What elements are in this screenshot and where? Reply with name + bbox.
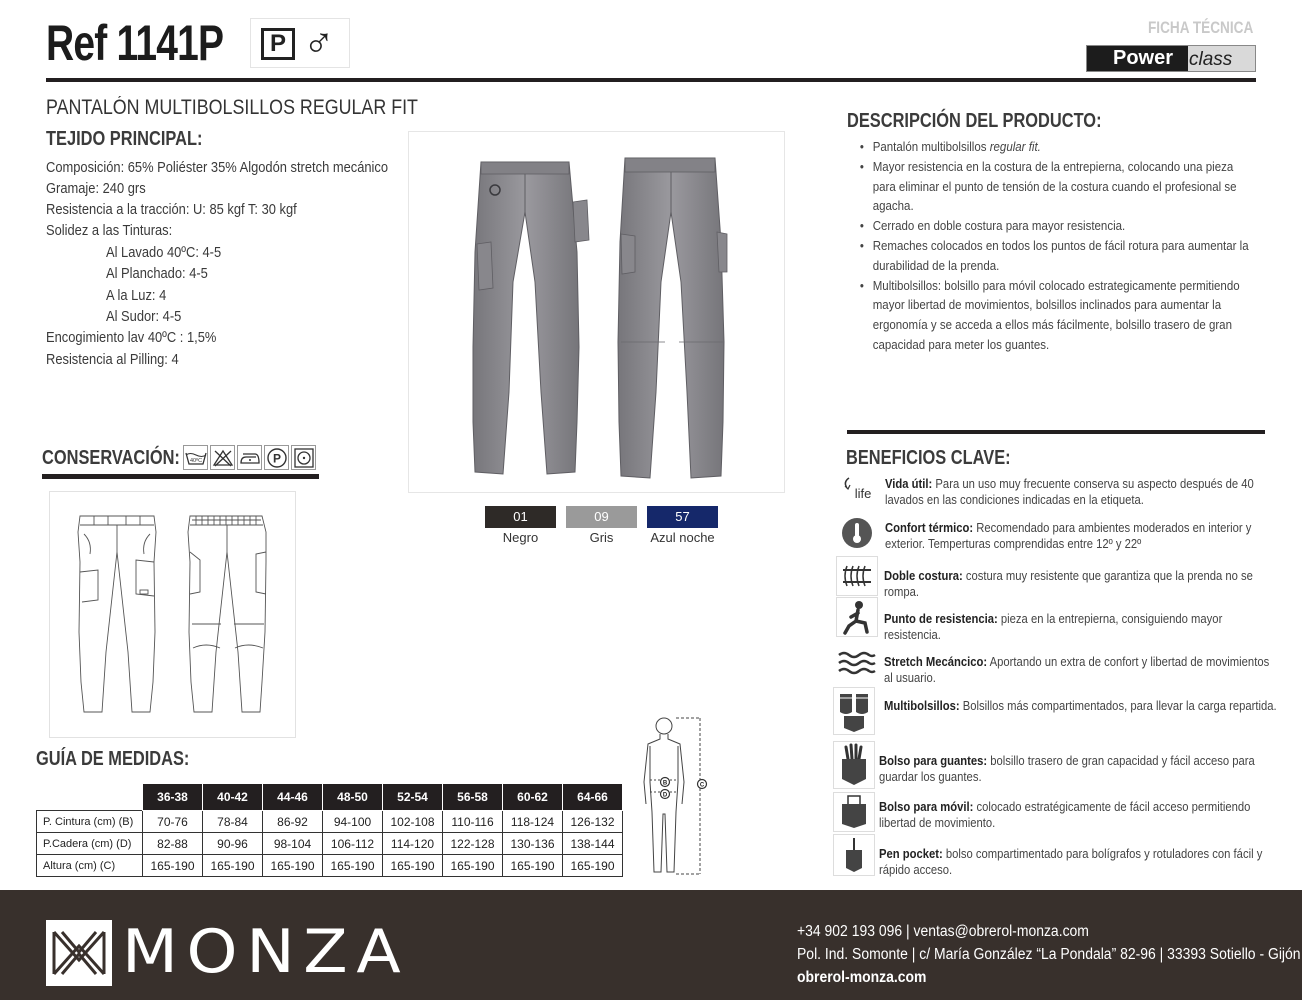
double-stitch-icon [836, 556, 878, 596]
description-text: Mayor resistencia en la costura de la entrepierna, colocando una pieza para eliminar el punto de tensión de la costura cuando el profesional se agacha. [872, 159, 1237, 214]
tejido-heading: TEJIDO PRINCIPAL: [46, 128, 203, 150]
size-header: 36-38 [143, 784, 203, 811]
table-cell: 165-190 [323, 855, 383, 877]
color-swatch-negro [485, 506, 556, 528]
guia-medidas-heading: GUÍA DE MEDIDAS: [36, 748, 190, 770]
spec-line: Al Sudor: 4-5 [106, 308, 182, 325]
row-label: P.Cadera (cm) (D) [37, 833, 143, 855]
monza-logo-icon [46, 920, 112, 986]
pen-pocket-icon [833, 834, 875, 876]
benefit-pen-pocket: Pen pocket: bolso compartimentado para bolígrafos y rotuladores con fácil y rápido acceso. [879, 847, 1263, 877]
figure-label-c: C [699, 782, 705, 789]
table-cell: 126-132 [563, 811, 623, 833]
multipocket-icon [833, 687, 875, 735]
table-cell: 165-190 [443, 855, 503, 877]
benefit-bolso-guantes: Bolso para guantes: bolsillo trasero de gran capacidad y fácil acceso para guardar los guantes. [879, 754, 1255, 784]
table-row [37, 833, 623, 855]
conservacion-heading: CONSERVACIÓN: [42, 447, 180, 469]
size-table [36, 783, 623, 877]
list-item [858, 277, 1254, 356]
power-label: Power [1087, 46, 1188, 71]
iron-low-icon [237, 445, 262, 470]
table-cell: 90-96 [203, 833, 263, 855]
table-cell: 70-76 [143, 811, 203, 833]
table-cell: 94-100 [323, 811, 383, 833]
benefit-confort-termico: Confort térmico: Recomendado para ambientes moderados en interior y exterior. Temperturas comprendidas entre 12º y 22º [885, 521, 1252, 551]
size-header-row [37, 784, 623, 811]
size-header: 52-54 [383, 784, 443, 811]
color-name: Negro [502, 530, 539, 545]
tumble-dry-icon [291, 445, 316, 470]
table-cell: 114-120 [383, 833, 443, 855]
table-row [37, 855, 623, 877]
benefit-bolso-movil: Bolso para móvil: colocado estratégicamente de fácil acceso permitiendo libertad de movimiento. [879, 800, 1251, 830]
class-label: class [1189, 49, 1233, 70]
description-text: Cerrado en doble costura para mayor resistencia. [872, 219, 1126, 234]
color-swatch-azul-noche [647, 506, 718, 528]
table-cell: 118-124 [503, 811, 563, 833]
list-item [858, 237, 1254, 277]
body-measure-icon [636, 712, 710, 876]
color-name: Gris [589, 530, 614, 545]
measurement-figure [636, 712, 710, 876]
table-cell: 106-112 [323, 833, 383, 855]
product-subtitle: PANTALÓN MULTIBOLSILLOS REGULAR FIT [46, 96, 418, 119]
row-label: P. Cintura (cm) (B) [37, 811, 143, 833]
table-cell: 98-104 [263, 833, 323, 855]
ficha-tecnica-label: FICHA TÉCNICA [1148, 18, 1254, 37]
row-label: Altura (cm) (C) [37, 855, 143, 877]
spec-line: Resistencia a la tracción: U: 85 kgf T: 30 kgf [46, 201, 297, 218]
life-icon [838, 470, 880, 510]
size-header: 56-58 [443, 784, 503, 811]
beneficios-heading: BENEFICIOS CLAVE: [846, 447, 1011, 469]
benefit-doble-costura: Doble costura: costura muy resistente que garantiza que la prenda no se rompa. [884, 569, 1253, 599]
description-text: Multibolsillos: bolsillo para móvil colocado estrategicamente permitiendo mayor libertad de movimientos, bolsillos inclinados para aumentar la ergonomía y se acceda a ellos más fácilmente, bolsillo trasero de gran capacidad para meter los guantes. [872, 278, 1240, 352]
table-cell: 82-88 [143, 833, 203, 855]
pants-photo-icon [409, 132, 786, 494]
size-header: 64-66 [563, 784, 623, 811]
list-item [858, 158, 1254, 217]
table-cell: 138-144 [563, 833, 623, 855]
wash-40-icon [183, 445, 208, 470]
figure-label-b: B [662, 780, 668, 787]
description-text: Remaches colocados en todos los puntos de fácil rotura para aumentar la durabilidad de la prenda. [872, 238, 1249, 273]
table-cell: 165-190 [503, 855, 563, 877]
header-divider [46, 78, 1256, 82]
table-cell: 130-136 [503, 833, 563, 855]
technical-sketch [49, 491, 296, 738]
table-cell: 165-190 [263, 855, 323, 877]
benefit-punto-resistencia: Punto de resistencia: pieza en la entrepierna, consiguiendo mayor resistencia. [884, 612, 1223, 642]
description-text: Pantalón multibolsillos [872, 140, 990, 154]
table-corner [37, 784, 143, 811]
conservacion-divider [42, 474, 319, 479]
spec-line: Composición: 65% Poliéster 35% Algodón stretch mecánico [46, 159, 389, 176]
spec-line: Gramaje: 240 grs [46, 180, 146, 197]
size-header: 48-50 [323, 784, 383, 811]
glove-pocket-icon [833, 741, 875, 789]
table-cell: 110-116 [443, 811, 503, 833]
benefit-multibolsillos: Multibolsillos: Bolsillos más compartimentados, para llevar la carga repartida. [884, 699, 1277, 713]
color-code: 09 [594, 509, 609, 524]
stretch-waves-icon [836, 643, 878, 683]
description-emphasis: regular fit. [989, 140, 1041, 154]
footer-contact[interactable]: +34 902 193 096 | ventas@obrerol-monza.com [797, 923, 1089, 940]
monza-logo-text: MONZA [122, 917, 410, 987]
spec-line: Al Lavado 40ºC: 4-5 [106, 244, 222, 261]
p-symbol-icon: P [261, 28, 295, 60]
dry-clean-letter: P [272, 451, 281, 465]
product-photo [408, 131, 785, 493]
table-cell: 78-84 [203, 811, 263, 833]
spec-line: A la Luz: 4 [106, 287, 167, 304]
table-cell: 86-92 [263, 811, 323, 833]
spec-line: Resistencia al Pilling: 4 [46, 351, 179, 368]
phone-pocket-icon [833, 792, 875, 832]
spec-line: Al Planchado: 4-5 [106, 265, 208, 282]
figure-label-d: D [662, 792, 668, 799]
color-code: 57 [675, 509, 690, 524]
size-header: 40-42 [203, 784, 263, 811]
benefit-stretch-mecanico: Stretch Mecáncico: Aportando un extra de confort y libertad de movimientos al usuario. [884, 655, 1270, 685]
descripcion-heading: DESCRIPCIÓN DEL PRODUCTO: [847, 110, 1102, 132]
color-code: 01 [513, 509, 528, 524]
size-header: 60-62 [503, 784, 563, 811]
gender-badge [250, 18, 350, 68]
pants-sketch-icon [50, 492, 297, 739]
spec-line: Solidez a las Tinturas: [46, 222, 173, 239]
thermometer-icon [836, 513, 878, 553]
spec-line: Encogimiento lav 40ºC : 1,5% [46, 329, 217, 346]
reference-title: Ref 1141P [46, 15, 224, 71]
no-bleach-icon [210, 445, 235, 470]
care-icons [183, 445, 321, 471]
description-list [858, 138, 1278, 356]
wash-temp-label: 40ºC [189, 457, 202, 464]
male-symbol-icon: ♂ [303, 19, 335, 66]
table-cell: 165-190 [563, 855, 623, 877]
table-cell: 122-128 [443, 833, 503, 855]
color-swatch-gris [566, 506, 637, 528]
table-cell: 165-190 [143, 855, 203, 877]
benefit-vida-util: Vida útil: Para un uso muy frecuente conserva su aspecto después de 40 lavados en las condiciones indicadas en la etiqueta. [885, 477, 1254, 507]
list-item [858, 217, 1254, 237]
dry-clean-p-icon [264, 445, 289, 470]
life-label: life [854, 486, 872, 501]
table-cell: 165-190 [383, 855, 443, 877]
table-cell: 102-108 [383, 811, 443, 833]
beneficios-divider [847, 430, 1265, 434]
list-item [858, 138, 1254, 158]
crouching-person-icon [836, 597, 878, 637]
powerclass-badge [1086, 45, 1256, 72]
table-cell: 165-190 [203, 855, 263, 877]
footer-address: Pol. Ind. Somonte | c/ María González “La Pondala” 82-96 | 33393 Sotiello - Gijón [797, 946, 1301, 963]
table-row [37, 811, 623, 833]
footer-website-link[interactable]: obrerol-monza.com [797, 969, 927, 986]
size-header: 44-46 [263, 784, 323, 811]
color-name: Azul noche [650, 530, 715, 545]
